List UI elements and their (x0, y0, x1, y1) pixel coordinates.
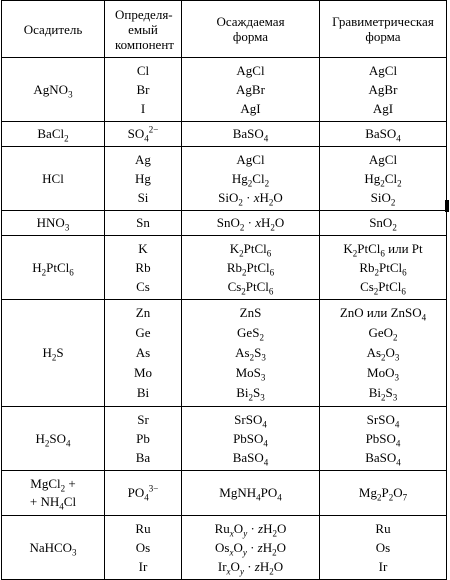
gravimetric-form-cell-lines (320, 516, 446, 579)
table-row (2, 471, 447, 516)
gravimetric-form-cell-lines (320, 58, 446, 121)
gravimetric-form-cell-line: GeO$_2$ (368, 325, 398, 343)
component-cell-line: Si (137, 190, 149, 205)
gravimetric-form-cell-value: SnO$_2$ (369, 215, 397, 233)
component-cell (105, 236, 182, 300)
header-component (105, 1, 182, 58)
precipitated-form-cell (182, 471, 320, 516)
precipitated-form-cell-value: $MgNH_4PO_4$ (219, 485, 282, 503)
component-cell-line: K (138, 241, 148, 256)
gravimetric-form-cell-line: Ir (378, 559, 388, 574)
header-gravimetric-form (320, 1, 447, 58)
precipitated-form-cell-lines (182, 407, 319, 470)
precipitated-form-cell-lines (182, 58, 319, 121)
gravimetric-form-cell (320, 516, 447, 580)
gravimetric-form-cell-line: Ru (375, 521, 391, 536)
header-reagent: Осадитель (2, 1, 105, 58)
gravimetric-form-cell-lines (320, 300, 446, 406)
gravimetric-form-cell (320, 407, 447, 471)
reagent-cell (2, 300, 105, 407)
reagent-formula: NaHCO$_3$ (29, 539, 77, 558)
component-cell (105, 471, 182, 516)
reagent-formula: $HNO_3$ (36, 215, 70, 233)
precipitated-form-cell-line: MoS$_3$ (235, 365, 266, 383)
component-cell-value: $PO_4^{3-}$ (127, 483, 159, 503)
table-row (2, 236, 447, 300)
precipitated-form-cell-line: AgBr (236, 82, 265, 97)
precipitated-form-cell-line: PbSO$_4$ (233, 431, 268, 449)
component-cell-line: Ir (138, 559, 148, 574)
precipitated-form-cell (182, 300, 320, 407)
component-cell-line: Br (136, 82, 150, 97)
precipitated-form-cell-lines (182, 147, 319, 210)
component-cell (105, 300, 182, 407)
component-cell-line: Ag (135, 152, 151, 167)
component-cell-lines (105, 300, 181, 406)
gravimetric-form-cell-line: Os (375, 540, 391, 555)
gravimetric-form-cell-line: ZnO или ZnSO$_4$ (339, 305, 427, 323)
header-row (2, 1, 447, 58)
precipitated-form-cell-line: AgCl (236, 152, 265, 167)
component-cell (105, 516, 182, 580)
precipitated-form-cell-line: $Os_xO_y \cdot zH_2O$ (214, 540, 287, 558)
component-cell-line: Os (135, 540, 151, 555)
header-component-text: Определя-емый компонент (115, 6, 174, 52)
precipitated-form-cell-line: $SiO_2 \cdot xH_2O$ (218, 190, 283, 208)
component-cell (105, 211, 182, 236)
component-cell-line: As (135, 345, 151, 360)
component-cell-value: Sn (136, 215, 150, 230)
precipitated-form-cell-value: BaSO$_4$ (232, 126, 269, 144)
component-cell-line: Pb (136, 431, 150, 446)
gravimetric-form-cell-value: BaSO$_4$ (365, 126, 401, 144)
gravimetric-form-cell-line: $Hg_2Cl_2$ (364, 171, 402, 189)
reagent-cell (2, 407, 105, 471)
component-cell (105, 58, 182, 122)
component-cell-line: Zn (135, 305, 151, 320)
precipitated-form-cell-line: AgI (240, 101, 261, 116)
precipitated-form-cell-line: $Rb_2PtCl_6$ (226, 260, 275, 278)
reagent-formula: MgCl$_2$ + + $NH_4Cl$ (29, 476, 77, 512)
component-cell-line: I (140, 101, 146, 116)
table-row (2, 516, 447, 580)
gravimetric-form-cell-lines (320, 147, 446, 210)
component-cell-line: Hg (135, 171, 151, 186)
precipitated-form-cell (182, 407, 320, 471)
gravimetric-form-cell (320, 147, 447, 211)
reagent-cell (2, 58, 105, 122)
precipitated-form-cell (182, 122, 320, 147)
precipitated-form-cell-line: $Ru_xO_y \cdot zH_2O$ (214, 521, 287, 539)
gravimetric-form-cell-line: $Cs_2PtCl_6$ (360, 279, 406, 297)
precipitated-form-cell-line: ZnS (239, 305, 262, 320)
precipitated-form-cell-line: $Bi_2S_3$ (236, 385, 265, 403)
reagent-cell (2, 471, 105, 516)
gravimetric-form-cell-line: AgCl (368, 63, 398, 78)
gravimetric-form-cell-line: $As_2O_3$ (366, 345, 400, 363)
component-cell-lines (105, 407, 181, 470)
gravimetry-table (1, 0, 447, 580)
gravimetric-form-cell-line: AgBr (368, 82, 398, 97)
component-cell-value: $SO_4^{2-}$ (127, 124, 159, 144)
gravimetric-form-cell-line: $K_2PtCl_6$ или Pt (343, 241, 423, 259)
table-row (2, 58, 447, 122)
table-row (2, 122, 447, 147)
precipitated-form-cell (182, 58, 320, 122)
component-cell-line: Ge (135, 325, 151, 340)
reagent-cell (2, 236, 105, 300)
component-cell-line: Sr (137, 412, 149, 427)
gravimetric-form-cell-line: BaSO$_4$ (365, 450, 401, 468)
precipitated-form-cell-line: BaSO$_4$ (232, 450, 269, 468)
gravimetric-form-cell (320, 471, 447, 516)
table-body (2, 58, 447, 580)
gravimetric-form-cell-line: AgCl (368, 152, 398, 167)
precipitated-form-cell-lines (182, 236, 319, 299)
component-cell-lines (105, 147, 181, 210)
component-cell-line: Bi (136, 385, 150, 400)
gravimetric-form-cell-line: PbSO$_4$ (365, 431, 401, 449)
precipitated-form-cell-line: $Hg_2Cl_2$ (231, 171, 270, 189)
gravimetric-form-cell-line: $Rb_2PtCl_6$ (359, 260, 407, 278)
reagent-formula: $H_2SO_4$ (35, 430, 71, 449)
gravimetric-form-cell (320, 211, 447, 236)
gravimetric-form-cell (320, 300, 447, 407)
precipitated-form-cell-value: $SnO_2 \cdot xH_2O$ (216, 215, 285, 233)
precipitated-form-cell-lines (182, 300, 319, 406)
precipitated-form-cell (182, 211, 320, 236)
reagent-formula: $H_2S$ (42, 345, 64, 363)
reagent-formula: BaCl$_2$ (37, 126, 69, 144)
component-cell (105, 407, 182, 471)
component-cell-lines (105, 516, 181, 579)
gravimetric-form-cell-line: SrSO$_4$ (366, 412, 400, 430)
header-gravimetric-text: Гравиметрическая форма (332, 14, 434, 44)
component-cell-lines (105, 236, 181, 299)
precipitated-form-cell (182, 236, 320, 300)
component-cell-lines (105, 58, 181, 121)
precipitated-form-cell-line: $Ir_xO_y \cdot zH_2O$ (217, 559, 284, 577)
table-row (2, 407, 447, 471)
table-row (2, 300, 447, 407)
component-cell-line: Mo (133, 365, 153, 380)
header-precipitated-text: Осаждаемая форма (216, 14, 285, 44)
component-cell-line: Ru (135, 521, 151, 536)
gravimetric-form-cell-lines (320, 407, 446, 470)
reagent-cell (2, 516, 105, 580)
reagent-formula: AgNO$_3$ (33, 81, 73, 100)
component-cell-line: Rb (135, 260, 151, 275)
gravimetric-form-cell-line: AgI (372, 101, 394, 116)
precipitated-form-cell-line: SrSO$_4$ (234, 412, 267, 430)
reagent-cell (2, 147, 105, 211)
gravimetric-form-cell-value: $Mg_2P_2O_7$ (358, 485, 408, 503)
component-cell (105, 147, 182, 211)
precipitated-form-cell-line: $As_2S_3$ (235, 345, 266, 363)
precipitated-form-cell-line: AgCl (236, 63, 265, 78)
gravimetric-form-cell (320, 236, 447, 300)
header-precipitated-form (182, 1, 320, 58)
precipitated-form-cell-lines (182, 516, 319, 579)
table-row (2, 211, 447, 236)
gravimetric-form-cell (320, 58, 447, 122)
precipitated-form-cell (182, 147, 320, 211)
gravimetric-form-cell (320, 122, 447, 147)
component-cell-line: Cs (136, 279, 150, 294)
precipitated-form-cell (182, 516, 320, 580)
gravimetric-form-cell-lines (320, 236, 446, 299)
component-cell-line: Cl (136, 63, 150, 78)
table-row (2, 147, 447, 211)
gravimetric-form-cell-line: SiO$_2$ (370, 190, 396, 208)
edge-mark (445, 200, 449, 212)
reagent-formula: HCl (42, 170, 64, 186)
gravimetric-form-cell-line: MoO$_3$ (367, 365, 399, 383)
gravimetric-form-cell-line: $Bi_2S_3$ (368, 385, 398, 403)
reagent-formula: $H_2PtCl_6$ (32, 259, 74, 278)
reagent-cell (2, 211, 105, 236)
precipitated-form-cell-line: $Cs_2PtCl_6$ (227, 279, 274, 297)
component-cell (105, 122, 182, 147)
reagent-cell (2, 122, 105, 147)
precipitated-form-cell-line: GeS$_2$ (237, 325, 264, 343)
precipitated-form-cell-line: $K_2PtCl_6$ (229, 241, 272, 259)
component-cell-line: Ba (135, 450, 151, 465)
